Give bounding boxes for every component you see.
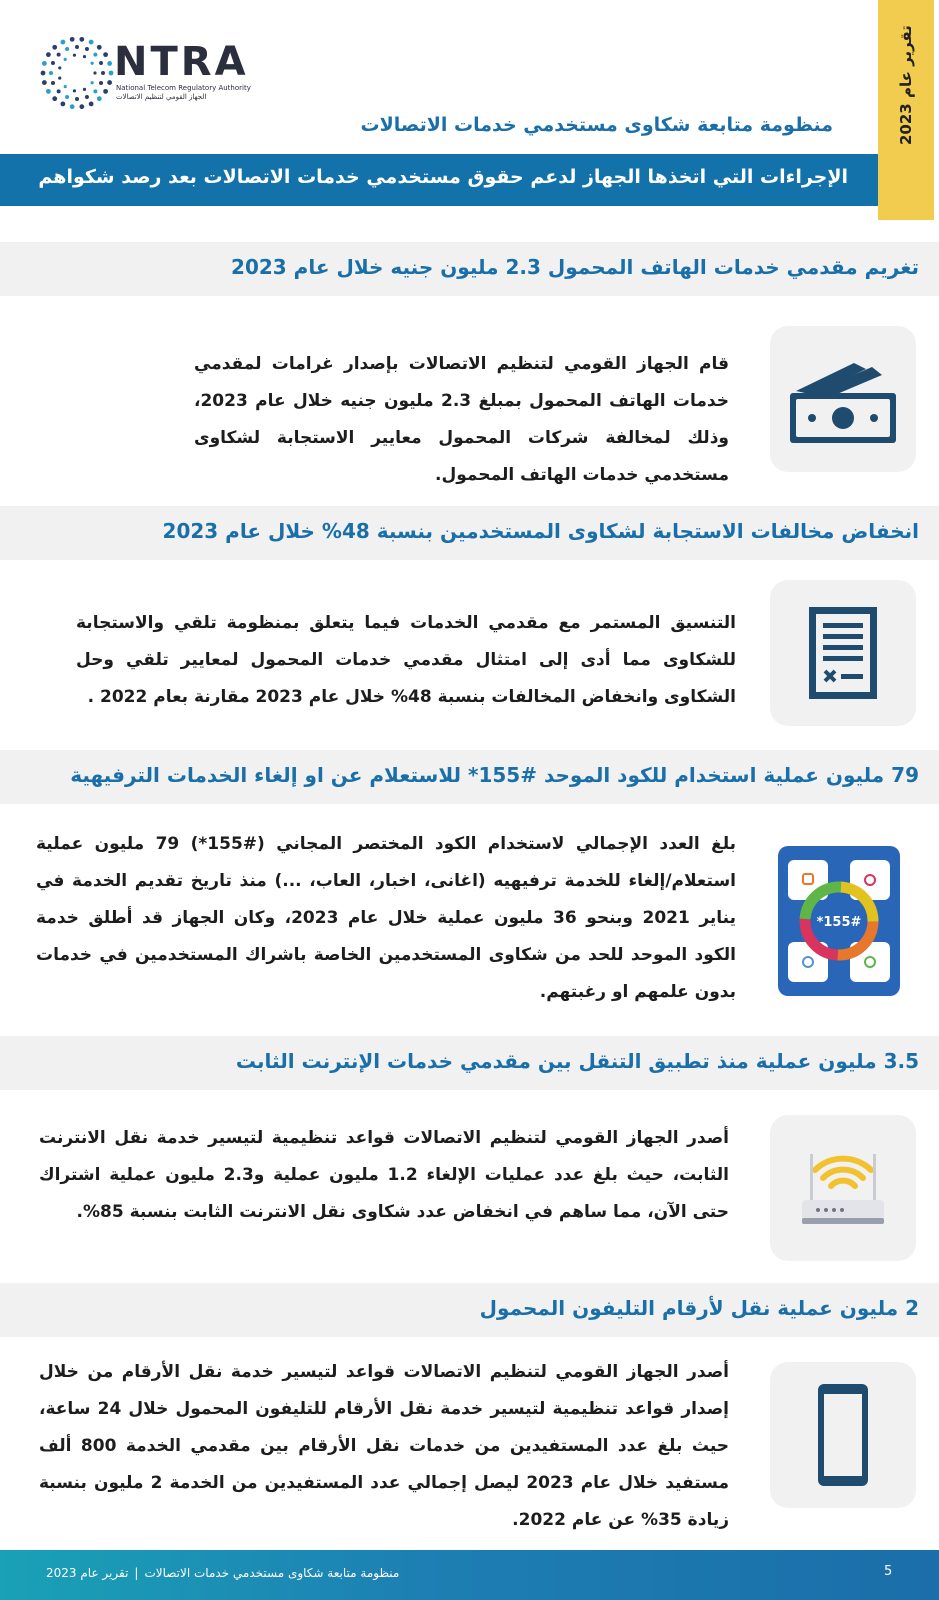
logo-dot — [93, 71, 96, 74]
section-text-fines: قام الجهاز القومي لتنظيم الاتصالات بإصدار غرامات لمقدمي خدمات الهاتف المحمول بمبلغ 2.3 مليون جنيه خلال عام 2023، وذلك لمخالفة شركات المحمول معايير الاستجابة لشكاوى مستخدمي خدمات الهاتف المحمول. — [194, 354, 729, 485]
page-subtitle: منظومة متابعة شكاوى مستخدمي خدمات الاتصالات — [360, 114, 833, 136]
footer-system-name: منظومة متابعة شكاوى مستخدمي خدمات الاتصالات — [144, 1566, 400, 1580]
logo-dot — [49, 71, 53, 75]
logo-dot — [85, 95, 89, 99]
logo-dot — [99, 61, 103, 65]
logo-dot — [107, 80, 112, 85]
logo-dot — [97, 45, 102, 50]
logo-dot — [79, 104, 84, 109]
section-text-155-code: بلغ العدد الإجمالي لاستخدام الكود المختصر المجاني (#155*) 79 مليون عملية استعلام/إلغاء للخدمة ترفيهيه (اغانى، اخبار، العاب، ...) منذ تاريخ تقديم الخدمة في يناير 2021 وبنحو 36 مليون عملية خلال عام 2023، وكان الجهاز قد أطلق خدمة الكود الموحد للحد من شكاوى المستخدمين الخاصة باشراك المستخدمين في خدمات بدون علمهم او رغبتهم. — [36, 834, 737, 1002]
logo-dot — [83, 88, 86, 91]
section-title: 79 مليون عملية استخدام للكود الموحد #155* للاستعلام عن او إلغاء الخدمات الترفيهية — [70, 763, 919, 787]
logo-dot — [70, 104, 75, 109]
footer-separator: | — [134, 1566, 139, 1580]
logo-dot — [97, 96, 102, 101]
logo-dot — [83, 55, 86, 58]
section-title: 3.5 مليون عملية منذ تطبيق التنقل بين مقدمي خدمات الإنترنت الثابت — [235, 1049, 919, 1073]
logo-dot — [65, 95, 69, 99]
logo-english-name: National Telecom Regulatory Authority — [116, 84, 251, 92]
logo-dot — [58, 76, 61, 79]
logo-dot — [75, 45, 79, 49]
logo-dot — [42, 61, 47, 66]
logo-dot — [93, 89, 97, 93]
code-155-icon — [778, 846, 900, 996]
logo-dot — [70, 37, 75, 42]
logo-dot — [60, 40, 65, 45]
logo-dot — [52, 96, 57, 101]
section-heading-fines — [0, 242, 939, 296]
logo-dot — [57, 53, 61, 57]
logo-dot — [51, 61, 55, 65]
ntra-dots-icon — [40, 36, 114, 110]
money-icon — [770, 326, 916, 472]
logo-dot — [91, 81, 94, 84]
logo-arabic-name: الجهاز القومي لتنظيم الاتصالات — [116, 93, 207, 101]
logo-dot — [60, 102, 65, 107]
title-band — [0, 154, 878, 206]
code-155-label: *155# — [816, 915, 862, 930]
section-title: 2 مليون عملية نقل لأرقام التليفون المحمول — [479, 1296, 919, 1320]
section-heading-155-code — [0, 750, 939, 804]
logo-dot — [93, 53, 97, 57]
section-heading-fixed-internet — [0, 1036, 939, 1090]
logo-dot — [85, 47, 89, 51]
logo-dot — [73, 89, 76, 92]
logo-dot — [91, 62, 94, 65]
logo-dot — [42, 80, 47, 85]
logo-dot — [79, 37, 84, 42]
logo-title: NTRA — [114, 39, 249, 85]
section-heading-number-portability — [0, 1283, 939, 1337]
logo-dot — [75, 97, 79, 101]
logo-dot — [103, 52, 108, 57]
section-text-fixed-internet: أصدر الجهاز القومي لتنظيم الاتصالات قواعد تنظيمية لتيسير خدمة نقل الانترنت الثابت، حيث بلغ عدد عمليات الإلغاء 1.2 مليون عملية و2.3 مليون عملية اشتراك حتى الآن، مما ساهم في انخفاض عدد شكاوى نقل الانترنت الثابت بنسبة 85%. — [39, 1128, 730, 1222]
logo-dot — [65, 47, 69, 51]
page-footer — [0, 1550, 939, 1600]
footer-caption — [46, 1566, 399, 1580]
router-icon — [770, 1115, 916, 1261]
mobile-phone-icon — [770, 1362, 916, 1508]
section-text-violations: التنسيق المستمر مع مقدمي الخدمات فيما يتعلق بمنظومة تلقي والاستجابة للشكاوى مما أدى إلى امتثال مقدمي خدمات المحمول لمعايير تلقي وحل الشكاوى وانخفاض المخالفات بنسبة 48% خلال عام 2023 مقارنة بعام 2022 . — [76, 613, 736, 707]
logo-dot — [99, 81, 103, 85]
logo-dot — [107, 61, 112, 66]
logo-dot — [64, 85, 67, 88]
logo-dot — [103, 89, 108, 94]
report-year-label: تقرير عام 2023 — [897, 25, 915, 145]
logo-dot — [46, 89, 51, 94]
logo-dot — [58, 66, 61, 69]
logo-dot — [101, 71, 105, 75]
logo-dot — [41, 71, 46, 76]
logo-dot — [89, 102, 94, 107]
logo-dot — [51, 81, 55, 85]
ntra-logo — [40, 36, 250, 116]
section-title: تغريم مقدمي خدمات الهاتف المحمول 2.3 مليون جنيه خلال عام 2023 — [231, 255, 919, 279]
section-title: انخفاض مخالفات الاستجابة لشكاوى المستخدمين بنسبة 48% خلال عام 2023 — [162, 519, 919, 543]
page-number: 5 — [884, 1564, 893, 1579]
logo-dot — [89, 40, 94, 45]
section-heading-violations — [0, 506, 939, 560]
logo-dot — [64, 58, 67, 61]
logo-dot — [52, 45, 57, 50]
logo-dot — [57, 89, 61, 93]
page-title: الإجراءات التي اتخذها الجهاز لدعم حقوق مستخدمي خدمات الاتصالات بعد رصد شكواهم — [38, 166, 848, 188]
logo-dot — [109, 71, 114, 76]
logo-dot — [46, 52, 51, 57]
section-text-number-portability: أصدر الجهاز القومي لتنظيم الاتصالات قواعد لتيسير خدمة نقل الأرقام من خلال إصدار قواعد تنظيمية لتيسير خدمة نقل الأرقام للتليفون المحمول خلال 24 ساعة، حيث بلغ عدد المستفيدين من خدمات نقل الأرقام بين مقدمي الخدمة 800 ألف مستفيد خلال عام 2023 ليصل إجمالي عدد المستفيدين من الخدمة 2 مليون بنسبة زيادة 35% عن عام 2022. — [39, 1362, 730, 1530]
footer-report-label: تقرير عام 2023 — [46, 1566, 129, 1580]
logo-dot — [73, 54, 76, 57]
report-year-tab — [878, 0, 934, 220]
document-icon — [770, 580, 916, 726]
